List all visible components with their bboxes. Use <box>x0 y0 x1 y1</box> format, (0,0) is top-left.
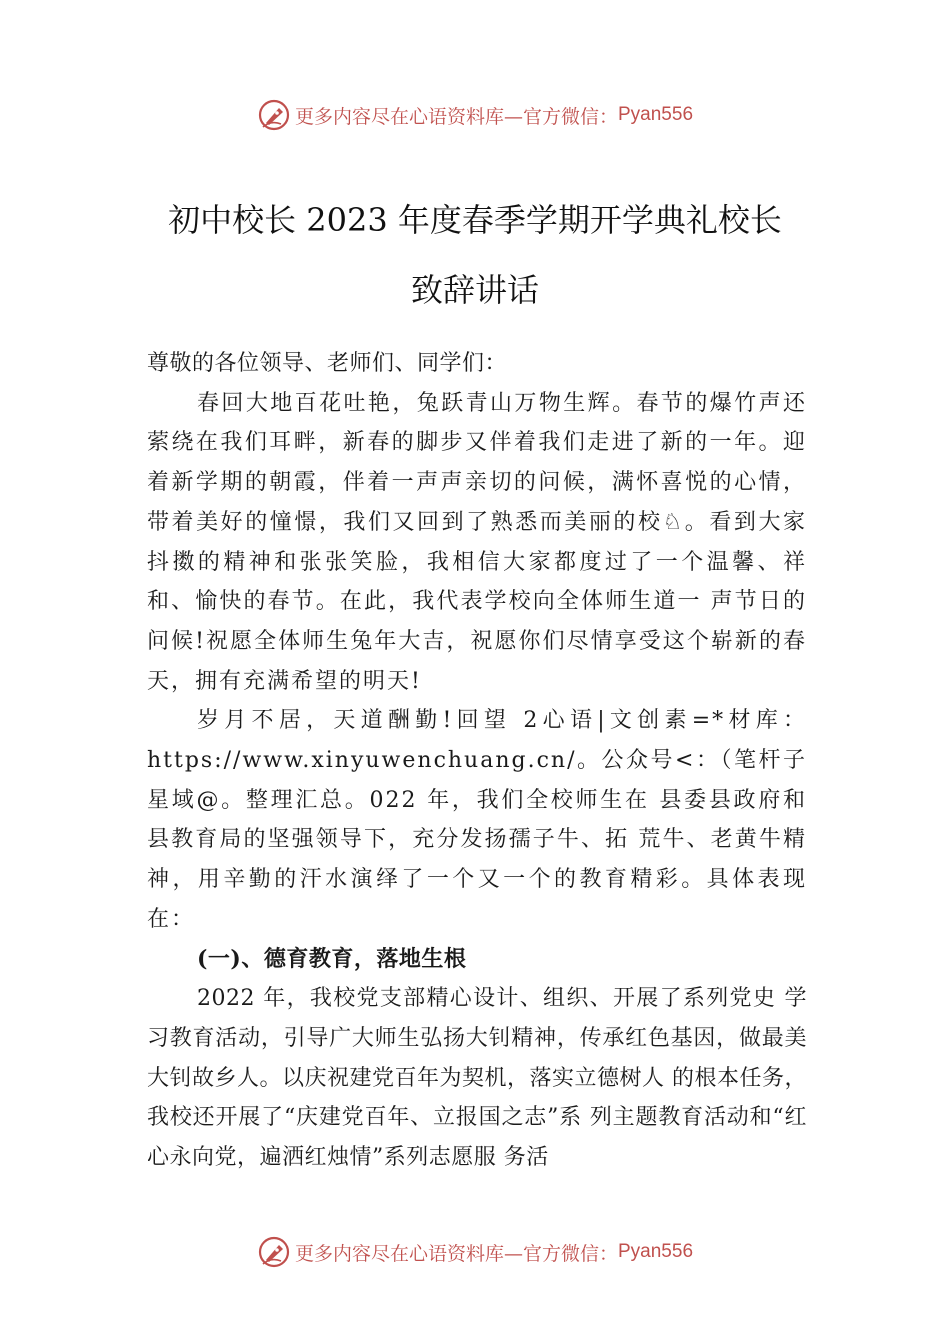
section-paragraph: 2022 年，我校党支部精心设计、组织、开展了系列党史 学习教育活动，引导广大师生弘扬大钊精神，传承红色基因，做最美大钊故乡人。以庆祝建党百年为契机，落实立德树人 的根本任务，我校还开展了“庆建党百年、立报国之志”系 列主题教育活动和“红心永向党，遍洒红烛情”系列志愿服 务活 <box>147 986 807 1171</box>
watermark-banner-top <box>0 95 950 135</box>
title-line-1: 初中校长 2023 年度春季学期开学典礼校长 <box>168 201 782 239</box>
document-title <box>130 185 820 325</box>
pen-nib-logo-icon <box>257 1235 291 1269</box>
watermark-text: 更多内容尽在心语资料库—官方微信： <box>294 105 618 128</box>
salutation: 尊敬的各位领导、老师们、同学们： <box>147 351 508 376</box>
section-heading: (一)、德育教育，落地生根 <box>197 945 467 972</box>
document-body <box>147 344 807 1178</box>
title-line-2: 致辞讲话 <box>410 271 539 309</box>
watermark-banner-bottom <box>0 1232 950 1272</box>
watermark-text: 更多内容尽在心语资料库—官方微信： <box>294 1242 618 1265</box>
pen-nib-logo-icon <box>257 98 291 132</box>
watermark-wechat-id: Pyan556 <box>618 104 694 125</box>
paragraph-1: 春回大地百花吐艳，兔跃青山万物生辉。春节的爆竹声还萦绕在我们耳畔，新春的脚步又伴着我们走进了新的一年。迎着新学期的朝霞，伴着一声声亲切的问候，满怀喜悦的心情，带着美好的憧憬，我们又回到了熟悉而美丽的校♘。看到大家抖擞的精神和张张笑脸，我相信大家都度过了一个温馨、祥和、愉快的春节。在此，我代表学校向全体师生道一 声节日的问候!祝愿全体师生兔年大吉，祝愿你们尽情享受这个崭新的春天，拥有充满希望的明天! <box>147 390 807 694</box>
paragraph-2: 岁月不居，天道酬勤!回望 2心语|文创素=*材库：https://www.xinyuwenchuang.cn/。公众号<：（笔杆子星域@。整理汇总。022 年，我们全校师生在 县委县政府和县教育局的坚强领导下，充分发扬孺子牛、拓 荒牛、老黄牛精神，用辛勤的汗水演绎了一个又一个的教育精彩。具体表现在： <box>147 708 807 932</box>
watermark-wechat-id: Pyan556 <box>618 1241 694 1262</box>
